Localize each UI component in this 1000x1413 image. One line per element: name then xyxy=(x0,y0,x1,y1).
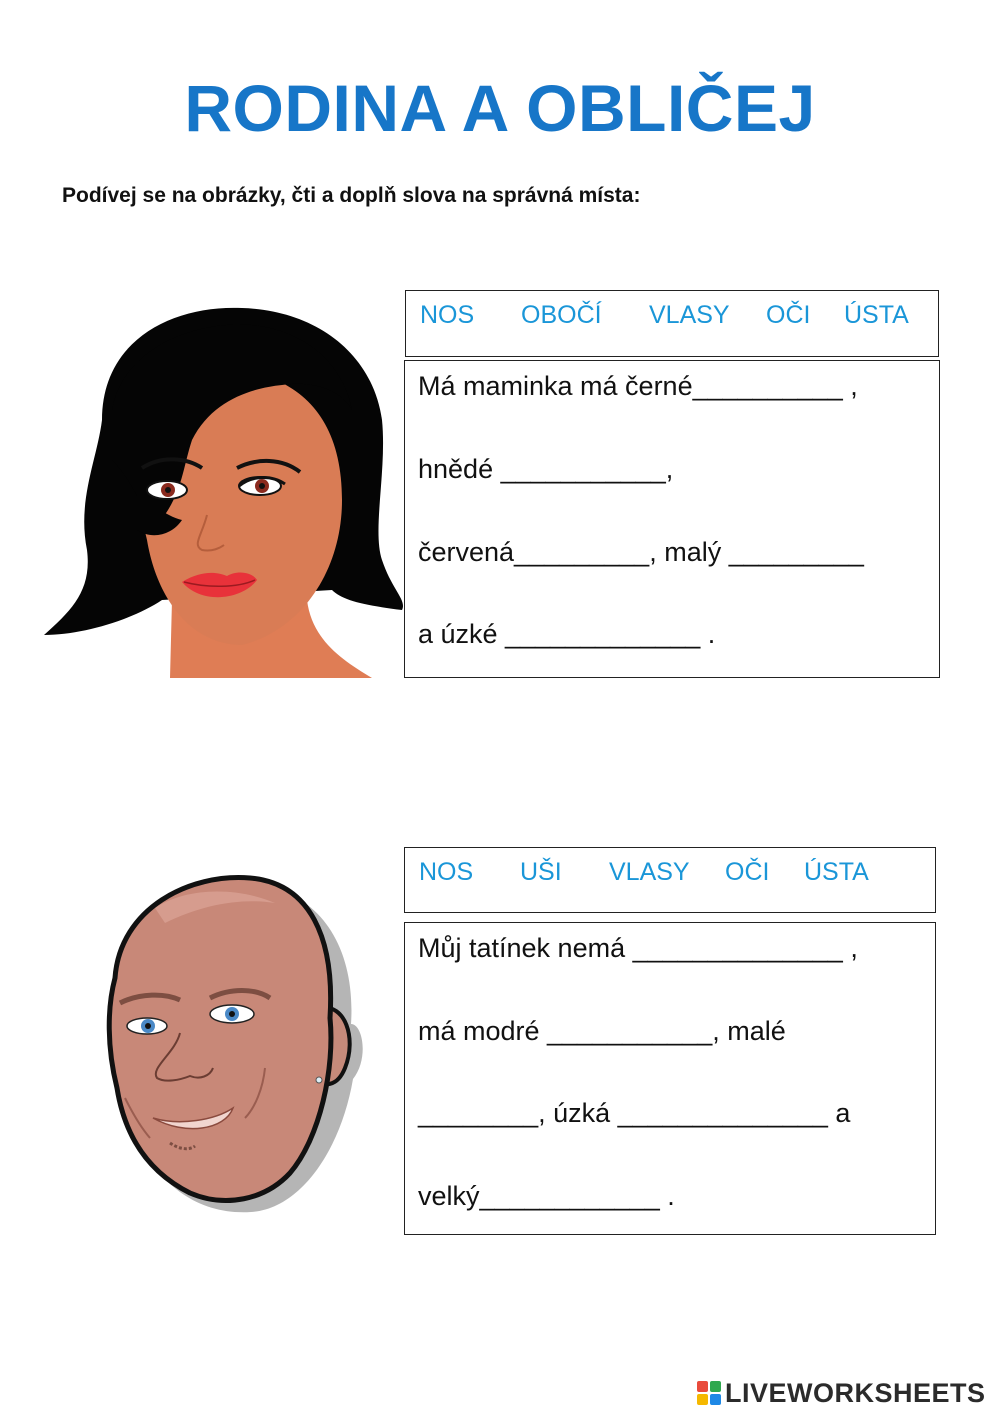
sentence-line: hnědé ___________, xyxy=(418,454,674,484)
page-title: RODINA A OBLIČEJ xyxy=(184,71,816,145)
instruction-text: Podívej se na obrázky, čti a doplň slova na správná místa: xyxy=(62,184,641,207)
man-face-illustration xyxy=(95,868,365,1213)
logo-text: LIVEWORKSHEETS xyxy=(725,1377,986,1408)
sentence-box-2 xyxy=(404,922,936,1235)
word-vlasy: VLASY xyxy=(609,858,690,886)
sentence-box-1 xyxy=(404,360,940,678)
woman-face-illustration xyxy=(42,300,407,680)
sentence-line: Má maminka má černé__________ , xyxy=(418,371,858,401)
word-vlasy: VLASY xyxy=(649,301,730,329)
word-bank-1 xyxy=(405,290,939,357)
word-oci: OČI xyxy=(725,858,770,886)
sentence-line: velký____________ . xyxy=(418,1181,675,1211)
word-oci: OČI xyxy=(766,301,811,329)
word-oboci: OBOČÍ xyxy=(521,301,602,329)
word-usta: ÚSTA xyxy=(844,301,909,329)
word-usi: UŠI xyxy=(520,858,562,886)
word-nos: NOS xyxy=(420,301,475,329)
sentence-line: ________, úzká ______________ a xyxy=(418,1098,851,1128)
word-nos: NOS xyxy=(419,858,474,886)
word-bank-2 xyxy=(404,847,936,913)
sentence-line: červená_________, malý _________ xyxy=(418,537,864,567)
sentence-line: má modré ___________, malé xyxy=(418,1016,786,1046)
logo-icon xyxy=(697,1381,721,1405)
sentence-line: a úzké _____________ . xyxy=(418,619,716,649)
liveworksheets-logo xyxy=(697,1378,986,1408)
word-usta: ÚSTA xyxy=(804,858,869,886)
sentence-line: Můj tatínek nemá ______________ , xyxy=(418,933,858,963)
